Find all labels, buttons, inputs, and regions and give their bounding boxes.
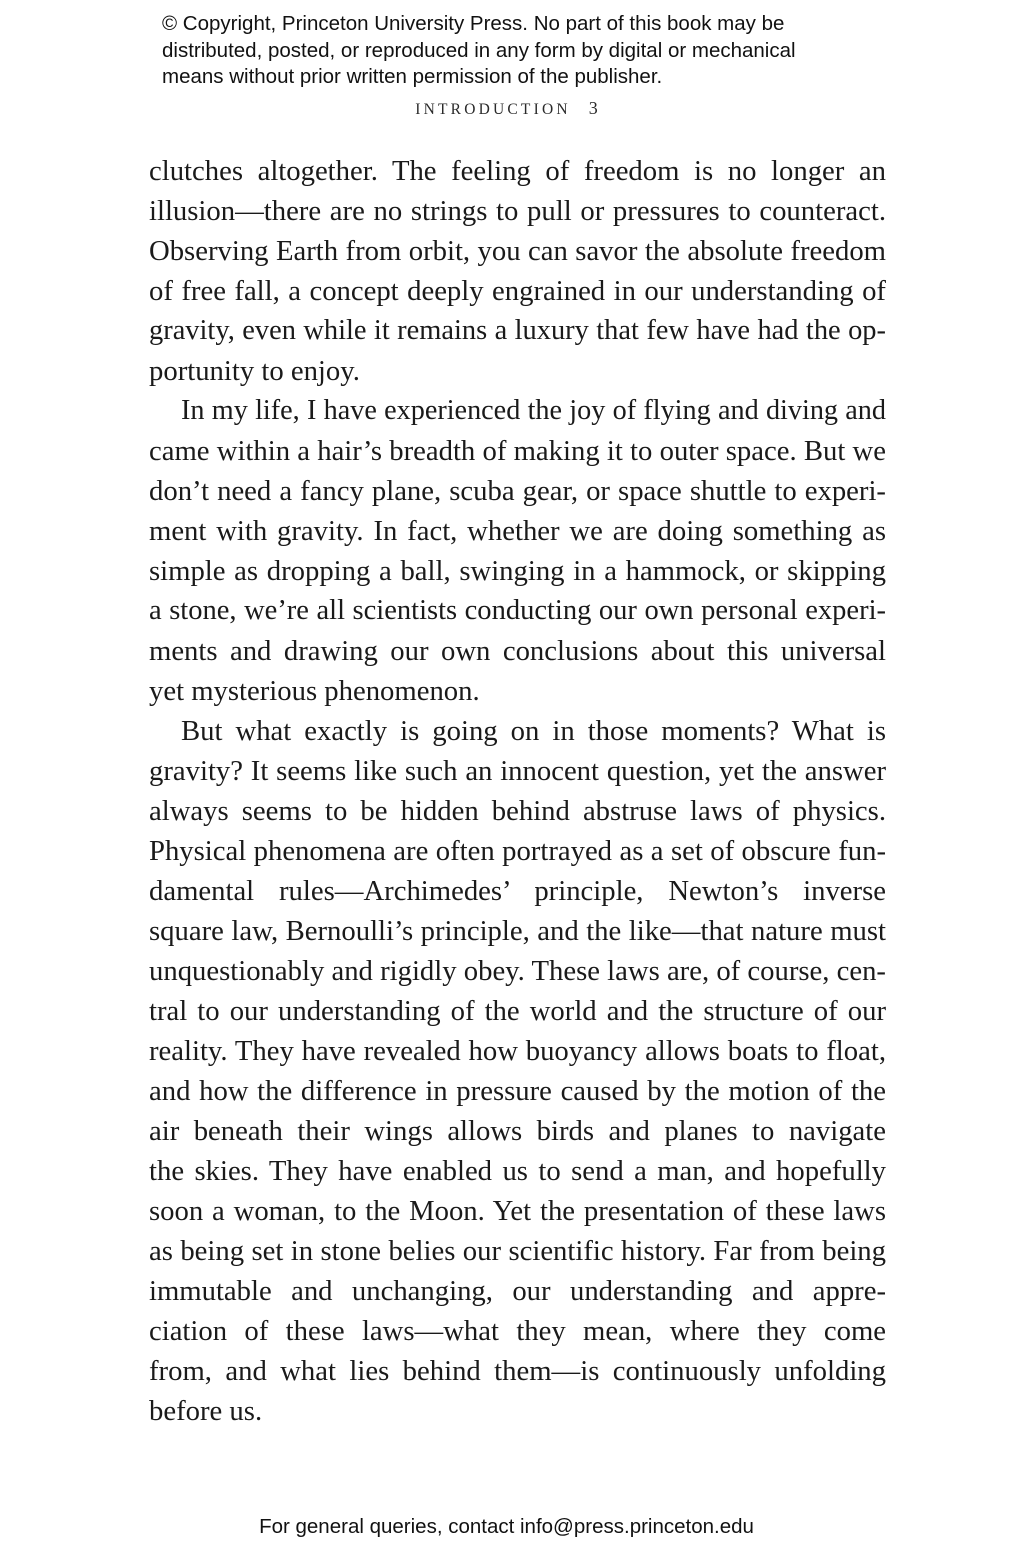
copyright-line: © Copyright, Princeton University Press. No part of this book may be [162,12,785,35]
text-line: always seems to be hidden behind abstruse laws of physics. [149,795,886,827]
text-line: soon a woman, to the Moon. Yet the presentation of these laws [149,1195,886,1227]
text-line: illusion—there are no strings to pull or pressures to counteract. [149,195,886,227]
text-line: tral to our understanding of the world and the structure of our [149,995,886,1027]
copyright-line: means without prior written permission of the publisher. [162,65,663,88]
text-line: In my life, I have experienced the joy of flying and diving and [181,395,886,426]
copyright-line: distributed, posted, or reproduced in any form by digital or mechanical [162,38,796,62]
body-text [149,151,886,1431]
text-line: reality. They have revealed how buoyancy allows boats to float, [149,1035,886,1067]
text-line: Observing Earth from orbit, you can savor the absolute freedom [149,235,886,267]
text-line: unquestionably and rigidly obey. These laws are, of course, cen- [149,955,886,987]
text-line: air beneath their wings allows birds and planes to navigate [149,1115,886,1147]
text-line: damental rules—Archimedes’ principle, Newton’s inverse [149,875,886,907]
text-line: simple as dropping a ball, swinging in a hammock, or skipping [149,555,886,587]
text-line: as being set in stone belies our scientific history. Far from being [149,1235,886,1267]
text-line: the skies. They have enabled us to send a man, and hopefully [149,1155,886,1187]
text-line: gravity, even while it remains a luxury that few have had the op- [149,315,886,346]
chapter-title: INTRODUCTION [415,101,571,118]
paragraph [149,391,886,711]
text-line: yet mysterious phenomenon. [149,675,480,707]
text-line: gravity? It seems like such an innocent question, yet the answer [149,755,886,787]
text-line: came within a hair’s breadth of making it to outer space. But we [149,435,886,467]
text-line: of free fall, a concept deeply engrained in our understanding of [149,275,886,307]
text-line: and how the difference in pressure caused by the motion of the [149,1075,886,1107]
text-line: Physical phenomena are often portrayed as a set of obscure fun- [149,835,886,867]
text-line: a stone, we’re all scientists conducting our own personal experi- [149,595,886,626]
text-line: clutches altogether. The feeling of freedom is no longer an [149,155,886,187]
text-line: ment with gravity. In fact, whether we are doing something as [149,515,886,547]
text-line: don’t need a fancy plane, scuba gear, or space shuttle to experi- [149,475,886,507]
running-head [0,98,1013,119]
text-line: before us. [149,1395,263,1427]
text-line: immutable and unchanging, our understanding and appre- [149,1275,886,1307]
text-line: portunity to enjoy. [149,355,360,387]
text-line: from, and what lies behind them—is continuously unfolding [149,1355,886,1387]
paragraph [149,151,886,391]
text-line: ciation of these laws—what they mean, where they come [149,1315,886,1347]
text-line: But what exactly is going on in those moments? What is [181,715,886,747]
text-line: ments and drawing our own conclusions about this universal [149,635,886,667]
page-number: 3 [588,98,598,118]
copyright-notice [162,11,882,91]
paragraph [149,711,886,1431]
text-line: square law, Bernoulli’s principle, and the like—that nature must [149,915,886,947]
footer-contact: For general queries, contact info@press.princeton.edu [259,1515,754,1538]
